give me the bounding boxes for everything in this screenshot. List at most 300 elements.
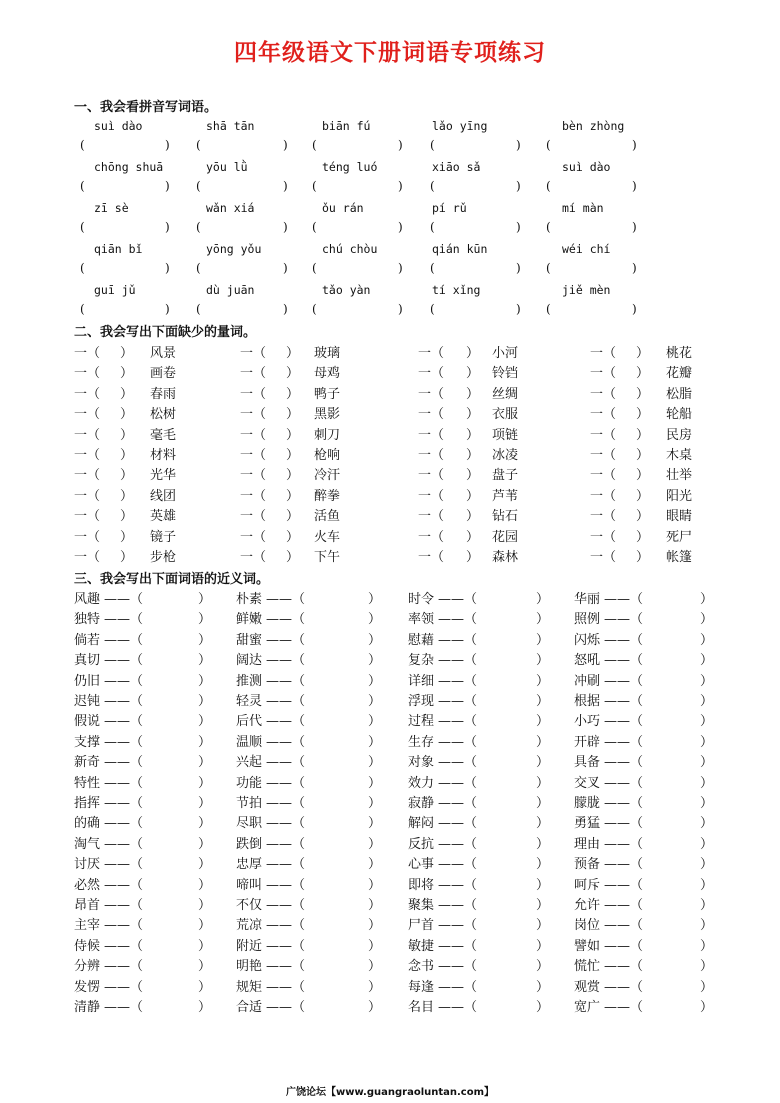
measure-word-item: 壮举 (666, 468, 693, 484)
synonym-word-item: 节拍 (236, 796, 263, 811)
answer-paren-close: ) (398, 138, 403, 152)
answer-paren-open: ( (80, 179, 85, 193)
pinyin-prompt: ǒu rán (322, 201, 364, 215)
measure-blank-open: 一（ (590, 366, 617, 382)
measure-blank-open: 一（ (418, 346, 445, 361)
synonym-blank-open: ——（ (438, 694, 478, 709)
pinyin-prompt: chú chòu (322, 242, 378, 256)
measure-blank-close: ） (466, 488, 480, 504)
section3-heading: 三、我会写出下面词语的近义词。 (74, 572, 270, 587)
synonym-blank-open: ——（ (438, 592, 478, 607)
synonym-word-item: 观赏 (574, 979, 601, 995)
synonym-word-item: 阔达 (236, 653, 263, 669)
measure-blank-open: 一（ (74, 468, 101, 484)
measure-word-item: 民房 (666, 427, 693, 443)
synonym-blank-open: ——（ (438, 898, 478, 913)
synonym-blank-close: ） (536, 755, 550, 771)
measure-blank-close: ） (120, 488, 134, 504)
synonym-blank-open: ——（ (104, 1000, 144, 1015)
measure-word-item: 线团 (150, 488, 177, 504)
answer-paren-open: ( (80, 220, 85, 234)
synonym-blank-close: ） (536, 816, 550, 832)
measure-blank-close: ） (120, 509, 134, 525)
measure-blank-close: ） (466, 509, 480, 525)
synonym-word-item: 具备 (574, 755, 601, 771)
answer-paren-close: ) (283, 220, 288, 234)
footer-source: 广饶论坛【www.guangraoluntan.com】 (285, 1087, 495, 1098)
synonym-word-item: 必然 (74, 877, 101, 893)
synonym-blank-close: ） (700, 673, 714, 689)
synonym-blank-close: ） (700, 694, 714, 709)
answer-paren-open: ( (430, 302, 435, 316)
measure-blank-open: 一（ (74, 346, 101, 361)
synonym-blank-open: ——（ (438, 755, 478, 771)
measure-word-item: 枪响 (314, 448, 341, 463)
synonym-blank-open: ——（ (604, 938, 644, 954)
answer-paren-close: ) (165, 220, 170, 234)
pinyin-prompt: téng luó (322, 160, 378, 174)
synonym-blank-open: ——（ (604, 653, 644, 669)
synonym-blank-close: ） (536, 796, 550, 811)
synonym-word-item: 假说 (74, 714, 101, 730)
synonym-blank-close: ） (700, 734, 714, 750)
synonym-word-item: 附近 (236, 938, 263, 954)
measure-word-item: 松脂 (666, 386, 693, 402)
synonym-blank-close: ） (198, 592, 212, 607)
measure-blank-close: ） (120, 366, 134, 382)
measure-blank-close: ） (120, 346, 134, 361)
synonym-blank-close: ） (368, 959, 382, 975)
measure-blank-open: 一（ (74, 427, 101, 443)
synonym-word-item: 对象 (408, 755, 435, 771)
synonym-blank-open: ——（ (604, 877, 644, 893)
synonym-blank-close: ） (700, 612, 714, 628)
synonym-word-item: 华丽 (574, 592, 601, 607)
pinyin-prompt: pí rǔ (432, 201, 467, 215)
synonym-blank-close: ） (536, 632, 550, 648)
pinyin-prompt: wǎn xiá (206, 201, 255, 215)
measure-blank-open: 一（ (240, 366, 267, 382)
synonym-blank-open: ——（ (104, 938, 144, 954)
synonym-word-item: 小巧 (574, 714, 601, 730)
synonym-blank-close: ） (368, 612, 382, 628)
measure-blank-close: ） (466, 386, 480, 402)
synonym-word-item: 温顺 (236, 734, 263, 750)
synonym-blank-open: ——（ (104, 632, 144, 648)
synonym-blank-close: ） (536, 694, 550, 709)
synonym-blank-open: ——（ (104, 918, 144, 934)
answer-paren-close: ) (516, 261, 521, 275)
synonym-blank-open: ——（ (604, 714, 644, 730)
pinyin-prompt: jiě mèn (562, 283, 611, 297)
measure-word-item: 眼睛 (666, 509, 693, 525)
synonym-blank-open: ——（ (104, 734, 144, 750)
synonym-word-item: 明艳 (236, 959, 263, 975)
synonym-blank-close: ） (536, 898, 550, 913)
answer-paren-close: ) (632, 220, 637, 234)
synonym-word-item: 岗位 (574, 918, 601, 934)
synonym-blank-close: ） (198, 877, 212, 893)
page-title: 四年级语文下册词语专项练习 (234, 40, 546, 66)
measure-blank-close: ） (636, 488, 650, 504)
answer-paren-open: ( (196, 261, 201, 275)
measure-word-item: 鸭子 (314, 386, 341, 402)
measure-blank-open: 一（ (74, 488, 101, 504)
synonym-word-item: 念书 (408, 959, 435, 975)
measure-blank-close: ） (636, 346, 650, 361)
synonym-blank-open: ——（ (604, 959, 644, 975)
synonym-word-item: 鲜嫩 (236, 612, 263, 628)
measure-blank-open: 一（ (418, 427, 445, 443)
measure-word-item: 桃花 (666, 346, 693, 361)
synonym-blank-close: ） (368, 775, 382, 791)
synonym-blank-open: ——（ (266, 612, 306, 628)
measure-blank-open: 一（ (418, 509, 445, 525)
synonym-word-item: 特性 (74, 775, 101, 791)
synonym-word-item: 轻灵 (236, 694, 263, 709)
measure-word-item: 镜子 (150, 529, 177, 545)
synonym-blank-open: ——（ (438, 938, 478, 954)
measure-blank-open: 一（ (240, 407, 267, 423)
synonym-blank-close: ） (368, 734, 382, 750)
measure-blank-close: ） (286, 386, 300, 402)
measure-blank-close: ） (120, 427, 134, 443)
synonym-blank-open: ——（ (266, 734, 306, 750)
synonym-word-item: 尸首 (408, 918, 435, 934)
synonym-blank-open: ——（ (438, 734, 478, 750)
measure-blank-open: 一（ (418, 468, 445, 484)
synonym-blank-open: ——（ (604, 734, 644, 750)
synonym-blank-close: ） (368, 979, 382, 995)
pinyin-prompt: chōng shuā (94, 160, 164, 174)
synonym-blank-open: ——（ (104, 979, 144, 995)
synonym-word-item: 解闷 (408, 816, 435, 832)
synonym-blank-close: ） (700, 898, 714, 913)
synonym-blank-open: ——（ (104, 816, 144, 832)
synonym-blank-open: ——（ (438, 796, 478, 811)
synonym-word-item: 心事 (408, 857, 435, 873)
measure-blank-open: 一（ (590, 386, 617, 402)
synonym-blank-close: ） (700, 816, 714, 832)
answer-paren-close: ) (283, 138, 288, 152)
pinyin-prompt: suì dào (94, 119, 143, 133)
synonym-word-item: 不仅 (236, 898, 263, 913)
synonym-word-item: 跌倒 (236, 836, 263, 852)
measure-word-item: 火车 (314, 529, 341, 545)
synonym-blank-open: ——（ (104, 592, 144, 607)
synonym-blank-open: ——（ (604, 673, 644, 689)
measure-blank-open: 一（ (74, 407, 101, 423)
measure-blank-close: ） (286, 427, 300, 443)
synonym-word-item: 讨厌 (74, 857, 101, 873)
synonym-blank-open: ——（ (104, 959, 144, 975)
pinyin-prompt: qiān bǐ (94, 242, 143, 256)
synonym-word-item: 发愣 (74, 979, 101, 995)
answer-paren-open: ( (196, 138, 201, 152)
synonym-word-item: 荒凉 (236, 918, 263, 934)
measure-blank-open: 一（ (418, 366, 445, 382)
synonym-blank-open: ——（ (104, 796, 144, 811)
synonym-blank-close: ） (368, 796, 382, 811)
synonym-blank-close: ） (536, 959, 550, 975)
measure-blank-close: ） (636, 366, 650, 382)
measure-blank-open: 一（ (74, 529, 101, 545)
measure-word-item: 帐篷 (666, 550, 693, 565)
measure-word-item: 画卷 (150, 366, 177, 382)
measure-blank-open: 一（ (590, 346, 617, 361)
synonym-blank-open: ——（ (266, 918, 306, 934)
synonym-blank-close: ） (700, 796, 714, 811)
synonym-word-item: 清静 (74, 1000, 101, 1015)
synonym-word-item: 功能 (236, 775, 263, 791)
answer-paren-open: ( (430, 179, 435, 193)
measure-word-item: 铃铛 (492, 366, 519, 382)
synonym-word-item: 寂静 (408, 796, 435, 811)
measure-blank-open: 一（ (74, 448, 101, 463)
synonym-blank-close: ） (536, 612, 550, 628)
synonym-blank-close: ） (700, 836, 714, 852)
synonym-word-item: 宽广 (574, 1000, 601, 1015)
synonym-blank-open: ——（ (266, 653, 306, 669)
synonym-blank-open: ——（ (604, 632, 644, 648)
measure-blank-close: ） (636, 550, 650, 565)
measure-blank-open: 一（ (418, 407, 445, 423)
synonym-word-item: 兴起 (236, 755, 263, 771)
answer-paren-open: ( (546, 179, 551, 193)
answer-paren-open: ( (430, 220, 435, 234)
synonym-blank-close: ） (700, 653, 714, 669)
measure-blank-open: 一（ (418, 386, 445, 402)
measure-blank-open: 一（ (240, 386, 267, 402)
synonym-blank-close: ） (536, 775, 550, 791)
measure-blank-close: ） (636, 509, 650, 525)
measure-blank-open: 一（ (240, 509, 267, 525)
measure-blank-close: ） (120, 550, 134, 565)
answer-paren-open: ( (546, 261, 551, 275)
measure-word-item: 冰凌 (492, 448, 519, 463)
synonym-blank-close: ） (536, 1000, 550, 1015)
answer-paren-close: ) (398, 302, 403, 316)
synonym-word-item: 慌忙 (574, 959, 601, 975)
measure-word-item: 松树 (150, 407, 177, 423)
measure-blank-open: 一（ (590, 407, 617, 423)
synonym-word-item: 效力 (408, 775, 435, 791)
synonym-blank-close: ） (368, 836, 382, 852)
synonym-blank-close: ） (368, 694, 382, 709)
synonym-blank-open: ——（ (438, 1000, 478, 1015)
measure-blank-open: 一（ (74, 386, 101, 402)
pinyin-prompt: tǎo yàn (322, 283, 371, 297)
measure-blank-open: 一（ (590, 550, 617, 565)
synonym-word-item: 时令 (408, 592, 435, 607)
measure-blank-close: ） (466, 550, 480, 565)
synonym-word-item: 支撑 (74, 734, 101, 750)
measure-word-item: 冷汗 (314, 468, 341, 484)
synonym-word-item: 反抗 (408, 836, 435, 852)
synonym-word-item: 侍候 (74, 938, 101, 954)
section1-heading: 一、我会看拼音写词语。 (74, 100, 218, 115)
synonym-word-item: 规矩 (236, 979, 263, 995)
synonym-word-item: 分辨 (74, 959, 101, 975)
answer-paren-open: ( (546, 138, 551, 152)
synonym-blank-open: ——（ (604, 694, 644, 709)
synonym-blank-close: ） (368, 653, 382, 669)
synonym-blank-open: ——（ (104, 775, 144, 791)
synonym-blank-open: ——（ (604, 612, 644, 628)
synonym-blank-close: ） (368, 1000, 382, 1015)
synonym-blank-open: ——（ (266, 775, 306, 791)
pinyin-prompt: mí màn (562, 201, 604, 215)
answer-paren-open: ( (546, 302, 551, 316)
measure-blank-close: ） (466, 346, 480, 361)
synonym-blank-open: ——（ (604, 918, 644, 934)
measure-blank-open: 一（ (590, 448, 617, 463)
measure-blank-close: ） (120, 386, 134, 402)
synonym-blank-close: ） (198, 938, 212, 954)
answer-paren-close: ) (516, 302, 521, 316)
pinyin-prompt: biān fú (322, 119, 371, 133)
answer-paren-close: ) (516, 220, 521, 234)
synonym-word-item: 指挥 (74, 796, 101, 811)
synonym-blank-open: ——（ (604, 1000, 644, 1015)
answer-paren-open: ( (196, 179, 201, 193)
synonym-blank-open: ——（ (438, 836, 478, 852)
pinyin-prompt: xiāo sǎ (432, 160, 481, 174)
synonym-blank-open: ——（ (266, 755, 306, 771)
answer-paren-close: ) (165, 261, 170, 275)
measure-blank-close: ） (286, 366, 300, 382)
answer-paren-close: ) (516, 179, 521, 193)
measure-word-item: 花园 (492, 529, 519, 545)
synonym-blank-open: ——（ (266, 898, 306, 913)
answer-paren-close: ) (283, 261, 288, 275)
answer-paren-close: ) (165, 179, 170, 193)
synonym-blank-close: ） (700, 592, 714, 607)
synonym-blank-open: ——（ (604, 592, 644, 607)
measure-blank-open: 一（ (590, 509, 617, 525)
synonym-blank-close: ） (198, 816, 212, 832)
measure-blank-open: 一（ (74, 366, 101, 382)
synonym-blank-close: ） (368, 816, 382, 832)
measure-word-item: 丝绸 (492, 386, 519, 402)
synonym-blank-open: ——（ (604, 836, 644, 852)
synonym-blank-close: ） (368, 918, 382, 934)
synonym-word-item: 迟钝 (74, 694, 101, 709)
synonym-word-item: 朴素 (236, 592, 263, 607)
answer-paren-close: ) (516, 138, 521, 152)
measure-word-item: 风景 (150, 346, 177, 361)
measure-blank-close: ） (636, 468, 650, 484)
synonym-blank-open: ——（ (104, 836, 144, 852)
measure-word-item: 春雨 (150, 386, 177, 402)
synonym-blank-close: ） (198, 714, 212, 730)
synonym-blank-close: ） (368, 898, 382, 913)
synonym-word-item: 淘气 (74, 836, 101, 852)
synonym-blank-close: ） (368, 877, 382, 893)
synonym-word-item: 预备 (574, 857, 601, 873)
answer-paren-open: ( (80, 261, 85, 275)
synonym-blank-open: ——（ (438, 612, 478, 628)
measure-blank-open: 一（ (240, 488, 267, 504)
synonym-word-item: 根据 (574, 694, 601, 709)
synonym-word-item: 复杂 (408, 653, 435, 669)
measure-blank-close: ） (466, 448, 480, 463)
synonym-blank-close: ） (198, 857, 212, 873)
synonym-word-item: 甜蜜 (236, 632, 263, 648)
pinyin-prompt: dù juān (206, 283, 255, 297)
synonym-blank-close: ） (198, 898, 212, 913)
measure-word-item: 死尸 (666, 529, 693, 545)
pinyin-prompt: bèn zhòng (562, 119, 625, 133)
measure-blank-open: 一（ (418, 550, 445, 565)
measure-blank-open: 一（ (418, 488, 445, 504)
measure-word-item: 活鱼 (314, 509, 341, 525)
measure-blank-close: ） (466, 366, 480, 382)
measure-word-item: 木桌 (666, 448, 693, 463)
synonym-blank-close: ） (536, 836, 550, 852)
pinyin-prompt: guī jǔ (94, 283, 136, 297)
measure-blank-close: ） (286, 509, 300, 525)
synonym-blank-close: ） (368, 714, 382, 730)
synonym-blank-close: ） (198, 979, 212, 995)
synonym-blank-close: ） (198, 673, 212, 689)
measure-blank-close: ） (120, 407, 134, 423)
measure-blank-close: ） (466, 468, 480, 484)
synonym-blank-open: ——（ (266, 1000, 306, 1015)
synonym-blank-open: ——（ (438, 714, 478, 730)
answer-paren-close: ) (632, 302, 637, 316)
synonym-blank-open: ——（ (604, 898, 644, 913)
measure-word-item: 森林 (492, 550, 519, 565)
measure-blank-open: 一（ (418, 529, 445, 545)
measure-blank-open: 一（ (74, 550, 101, 565)
synonym-blank-close: ） (368, 938, 382, 954)
measure-blank-open: 一（ (418, 448, 445, 463)
answer-paren-close: ) (398, 179, 403, 193)
answer-paren-close: ) (165, 138, 170, 152)
synonym-blank-close: ） (198, 653, 212, 669)
measure-blank-open: 一（ (240, 448, 267, 463)
synonym-blank-close: ） (700, 857, 714, 873)
synonym-blank-close: ） (198, 959, 212, 975)
synonym-blank-close: ） (198, 612, 212, 628)
measure-blank-close: ） (286, 550, 300, 565)
synonym-blank-close: ） (536, 673, 550, 689)
measure-blank-close: ） (636, 448, 650, 463)
synonym-blank-open: ——（ (266, 857, 306, 873)
synonym-blank-close: ） (700, 918, 714, 934)
measure-blank-open: 一（ (590, 427, 617, 443)
pinyin-prompt: suì dào (562, 160, 611, 174)
pinyin-prompt: yōu lǜ (206, 160, 248, 174)
synonym-blank-close: ） (368, 673, 382, 689)
synonym-blank-open: ——（ (266, 979, 306, 995)
measure-blank-open: 一（ (590, 468, 617, 484)
measure-blank-open: 一（ (240, 468, 267, 484)
synonym-blank-open: ——（ (266, 877, 306, 893)
answer-paren-open: ( (430, 261, 435, 275)
synonym-blank-close: ） (198, 632, 212, 648)
pinyin-prompt: shā tān (206, 119, 255, 133)
measure-word-item: 花瓣 (666, 366, 693, 382)
synonym-blank-open: ——（ (104, 612, 144, 628)
synonym-word-item: 后代 (236, 714, 263, 730)
answer-paren-open: ( (196, 302, 201, 316)
synonym-blank-close: ） (536, 857, 550, 873)
answer-paren-close: ) (632, 261, 637, 275)
synonym-blank-close: ） (536, 714, 550, 730)
synonym-blank-open: ——（ (104, 877, 144, 893)
